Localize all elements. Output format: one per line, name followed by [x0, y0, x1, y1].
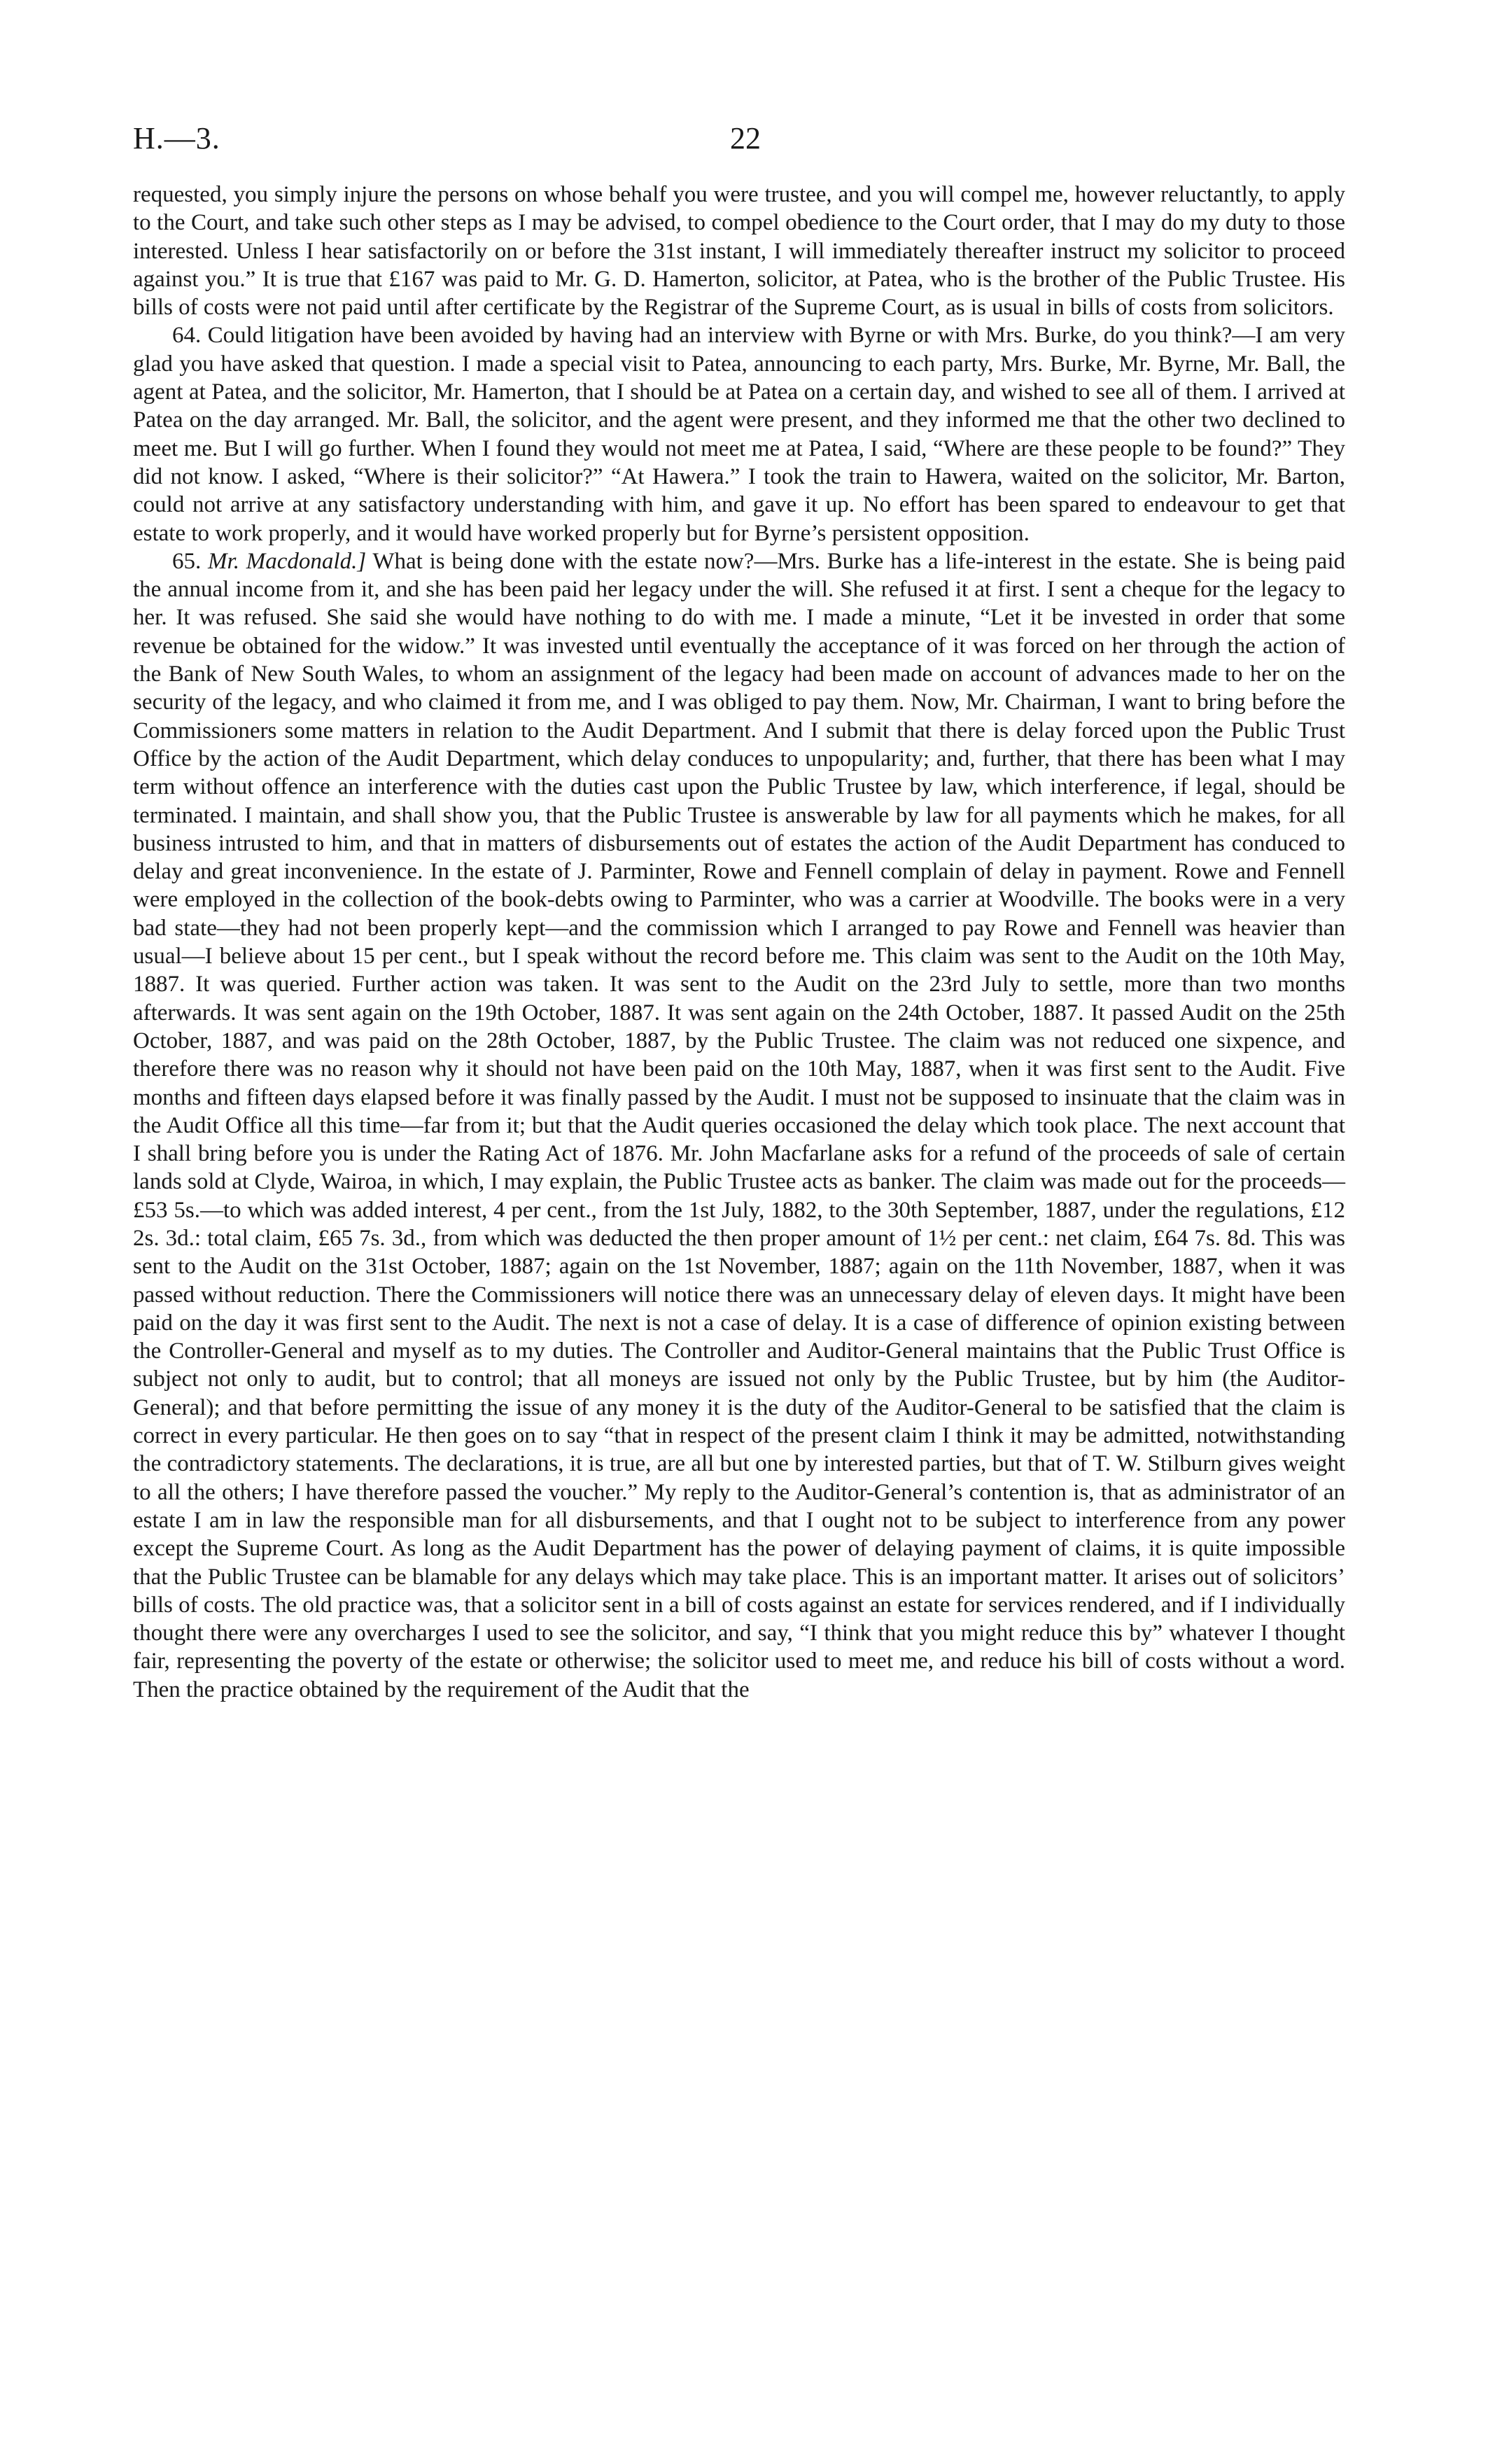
speaker-name: Mr. Macdonald.] — [208, 548, 367, 574]
paragraph-continuation — [133, 181, 1345, 321]
page-number: 22 — [730, 121, 761, 155]
body-text — [133, 181, 1345, 1704]
paragraph-text: What is being done with the estate now?—Mrs. Burke has a life-interest in the estate. She is being paid the annual income from it, and she has been paid her legacy under the will. She refused it at first. I sent a cheque for the legacy to her. It was refused. She said she would have nothing to do with me. I made a minute, “Let it be invested in order that some revenue be obtained for the widow.” It was invested until eventually the acceptance of it was forced on her through the action of the Bank of New South Wales, to whom an assignment of the legacy had been made on account of advances made to her on the security of the legacy, and who claimed it from me, and I was obliged to pay them. Now, Mr. Chairman, I want to bring before the Commissioners some matters in relation to the Audit Department. And I submit that there is delay forced upon the Public Trust Office by the action of the Audit Department, which delay conduces to unpopularity; and, further, that there has been what I may term without offence an interference with the duties cast upon the Public Trustee by law, which interference, if legal, should be terminated. I maintain, and shall show you, that the Public Trustee is answerable by law for all payments which he makes, for all business intrusted to him, and that in matters of disbursements out of estates the action of the Audit Department has conduced to delay and great inconvenience. In the estate of J. Parminter, Rowe and Fennell complain of delay in payment. Rowe and Fennell were employed in the collection of the book-debts owing to Parminter, who was a carrier at Woodville. The books were in a very bad state—they had not been properly kept—and the commission which I arranged to pay Rowe and Fennell was heavier than usual—I believe about 15 per cent., but I speak without the record before me. This claim was sent to the Audit on the 10th May, 1887. It was queried. Further action was taken. It was sent to the Audit on the 23rd July to settle, more than two months afterwards. It was sent again on the 19th October, 1887. It was sent again on the 24th October, 1887. It passed Audit on the 25th October, 1887, and was paid on the 28th October, 1887, by the Public Trustee. The claim was not reduced one sixpence, and therefore there was no reason why it should not have been paid on the 10th May, 1887, when it was first sent to the Audit. Five months and fifteen days elapsed before it was finally passed by the Audit. I must not be supposed to insinuate that the claim was in the Audit Office all this time—far from it; but that the Audit queries occasioned the delay which took place. The next account that I shall bring before you is under the Rating Act of 1876. Mr. John Macfarlane asks for a refund of the proceeds of sale of certain lands sold at Clyde, Wairoa, in which, I may explain, the Public Trustee acts as banker. The claim was made out for the proceeds—£53 5s.—to which was added interest, 4 per cent., from the 1st July, 1882, to the 30th September, 1887, under the regulations, £12 2s. 3d.: total claim, £65 7s. 3d., from which was deducted the then proper amount of 1½ per cent.: net claim, £64 7s. 8d. This was sent to the Audit on the 31st October, 1887; again on the 1st November, 1887; again on the 11th November, 1887, when it was passed without reduction. There the Commissioners will notice there was an unnecessary delay of eleven days. It might have been paid on the day it was first sent to the Audit. The next is not a case of delay. It is a case of difference of opinion existing between the Controller-General and myself as to my duties. The Controller and Auditor-General maintains that the Public Trust Office is subject not only to audit, but to control; that all moneys are issued not only by the Public Trustee, but by him (the Auditor-General); and that before permitting the issue of any money it is the duty of the Auditor-General to be satisfied that the claim is correct in every particular. He then goes on to say “that in respect of the present claim I think it may be admitted, notwithstanding the contradictory statements. The declarations, it is true, are all but one by interested parties, but that of T. W. Stilburn gives weight to all the others; I have therefore passed the voucher.” My reply to the Auditor-General’s contention is, that as administrator of an estate I am in law the responsible man for all disbursements, and that I ought not to be subject to interference from any power except the Supreme Court. As long as the Audit Department has the power of delaying payment of claims, it is quite impossible that the Public Trustee can be blamable for any delays which may take place. This is an important matter. It arises out of solicitors’ bills of costs. The old practice was, that a solicitor sent in a bill of costs against an estate for services rendered, and if I individually thought there were any overcharges I used to see the solicitor, and say, “I think that you might reduce this by” whatever I thought fair, representing the poverty of the estate or otherwise; the solicitor used to meet me, and reduce his bill of costs without a word. Then the practice obtained by the requirement of the Audit that the — [133, 548, 1345, 1702]
document-reference: H.—3. — [133, 121, 220, 155]
paragraph-64 — [133, 321, 1345, 547]
page-header — [133, 120, 1358, 162]
paragraph-text: 64. Could litigation have been avoided by having had an interview with Byrne or with Mrs. Burke, do you think?—I am very glad you have asked that question. I made a special visit to Patea, announcing to each party, Mrs. Burke, Mr. Byrne, Mr. Ball, the agent at Patea, and the solicitor, Mr. Hamerton, that I should be at Patea on a certain day, and wished to see all of them. I arrived at Patea on the day arranged. Mr. Ball, the solicitor, and the agent were present, and they informed me that the other two declined to meet me. But I will go further. When I found they would not meet me at Patea, I said, “Where are these people to be found?” They did not know. I asked, “Where is their solicitor?” “At Hawera.” I took the train to Hawera, waited on the solicitor, Mr. Barton, could not arrive at any satisfactory understanding with him, and gave it up. No effort has been spared to endeavour to get that estate to work properly, and it would have worked properly but for Byrne’s persistent opposition. — [133, 323, 1345, 546]
paragraph-number: 65. — [172, 548, 202, 574]
paragraph-text: requested, you simply injure the persons on whose behalf you were trustee, and you will compel me, however reluctantly, to apply to the Court, and take such other steps as I may be advised, to compel obedience to the Court order, that I may do my duty to those interested. Unless I hear satisfactorily on or before the 31st instant, I will immediately thereafter instruct my solicitor to proceed against you.” It is true that £167 was paid to Mr. G. D. Hamerton, solicitor, at Patea, who is the brother of the Public Trustee. His bills of costs were not paid until after certificate by the Registrar of the Supreme Court, as is usual in bills of costs from solicitors. — [133, 182, 1345, 321]
paragraph-65 — [133, 547, 1345, 1704]
